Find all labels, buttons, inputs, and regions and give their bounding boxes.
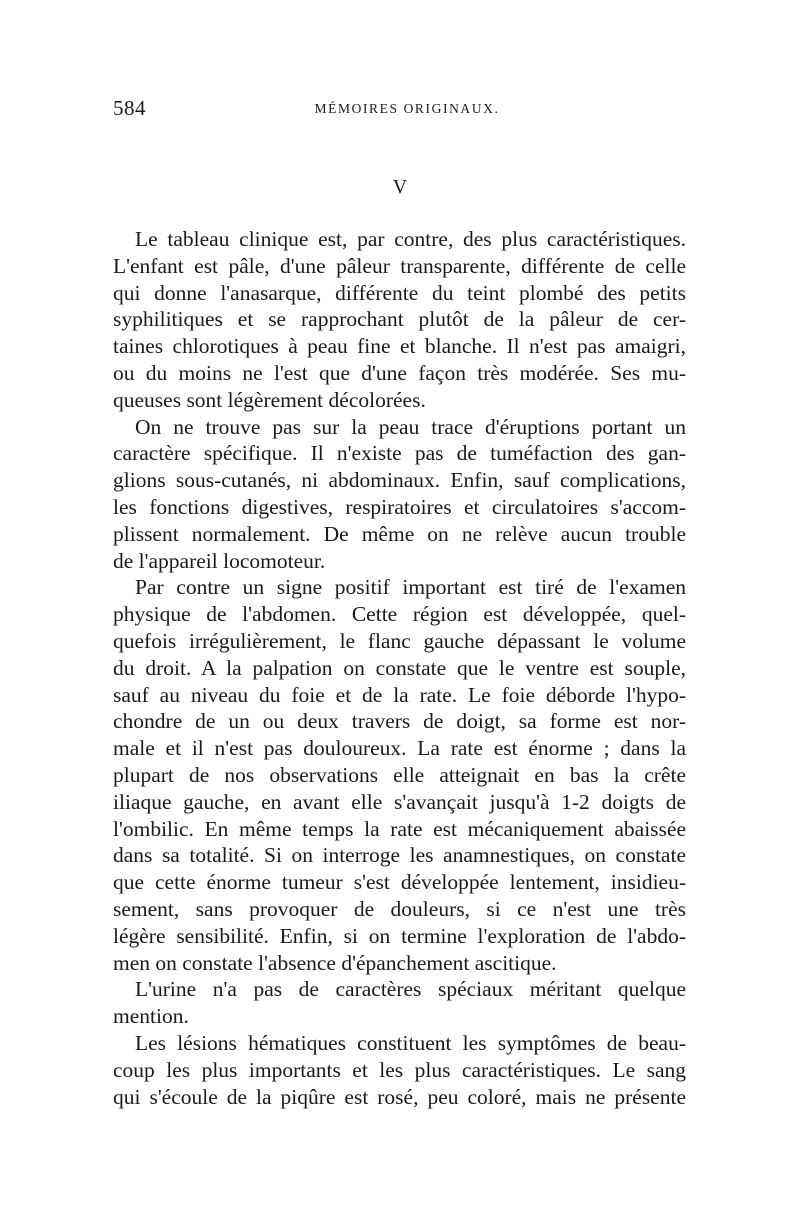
text-line: chondre de un ou deux travers de doigt, sa forme est nor- (113, 709, 686, 734)
text-line: les fonctions digestives, respiratoires et circulatoires s'accom- (113, 494, 686, 519)
text-line: taines chlorotiques à peau fine et blanche. Il n'est pas amaigri, (113, 334, 686, 359)
text-line: physique de l'abdomen. Cette région est développée, quel- (113, 602, 686, 627)
text-line: caractère spécifique. Il n'existe pas de tuméfaction des gan- (113, 441, 686, 466)
text-line: qui donne l'anasarque, différente du teint plombé des petits (113, 280, 686, 305)
paragraph (113, 1030, 686, 1110)
text-line: sauf au niveau du foie et de la rate. Le foie déborde l'hypo- (113, 682, 686, 707)
text-line: iliaque gauche, en avant elle s'avançait jusqu'à 1-2 doigts de (113, 789, 686, 814)
text-line: dans sa totalité. Si on interroge les anamnestiques, on constate (113, 843, 686, 868)
text-line: plissent normalement. De même on ne relève aucun trouble (113, 521, 686, 546)
text-line: quefois irrégulièrement, le flanc gauche dépassant le volume (113, 628, 686, 653)
page-number: 584 (113, 96, 146, 120)
text-line: l'ombilic. En même temps la rate est mécaniquement abaissée (113, 816, 686, 841)
text-line: Les lésions hématiques constituent les symptômes de beau- (135, 1030, 686, 1055)
text-line: que cette énorme tumeur s'est développée lentement, insidieu- (113, 870, 686, 895)
text-line: mention. (113, 1004, 189, 1029)
text-line: coup les plus importants et les plus caractéristiques. Le sang (113, 1057, 686, 1082)
running-head: MÉMOIRES ORIGINAUX. (314, 101, 500, 116)
text-line: men on constate l'absence d'épanchement ascitique. (113, 950, 557, 975)
text-line: syphilitiques et se rapprochant plutôt de la pâleur de cer- (113, 307, 686, 332)
text-line: glions sous-cutanés, ni abdominaux. Enfin, sauf complications, (113, 468, 686, 493)
text-line: légère sensibilité. Enfin, si on termine l'exploration de l'abdo- (113, 923, 686, 948)
text-line: ou du moins ne l'est que d'une façon très modérée. Ses mu- (113, 360, 686, 385)
body-text (113, 226, 686, 1110)
text-line: On ne trouve pas sur la peau trace d'éruptions portant un (135, 414, 686, 439)
text-line: du droit. A la palpation on constate que le ventre est souple, (113, 655, 686, 680)
section-numeral: V (392, 176, 408, 198)
paragraph (113, 574, 686, 976)
text-line: plupart de nos observations elle atteignait en bas la crête (113, 762, 686, 787)
text-line: de l'appareil locomoteur. (113, 548, 326, 573)
text-line: L'enfant est pâle, d'une pâleur transparente, différente de celle (113, 253, 686, 278)
paragraph (113, 226, 686, 414)
text-line: sement, sans provoquer de douleurs, si ce n'est une très (113, 896, 686, 921)
paragraph (113, 414, 686, 575)
text-line: Par contre un signe positif important est tiré de l'examen (135, 575, 686, 600)
text-line: Le tableau clinique est, par contre, des plus caractéristiques. (135, 227, 686, 251)
text-line: queuses sont légèrement décolorées. (113, 387, 426, 412)
text-line: qui s'écoule de la piqûre est rosé, peu coloré, mais ne présente (113, 1084, 686, 1109)
text-line: male et il n'est pas douloureux. La rate est énorme ; dans la (113, 736, 686, 761)
text-line: L'urine n'a pas de caractères spéciaux méritant quelque (135, 977, 686, 1002)
paragraph (113, 976, 686, 1030)
